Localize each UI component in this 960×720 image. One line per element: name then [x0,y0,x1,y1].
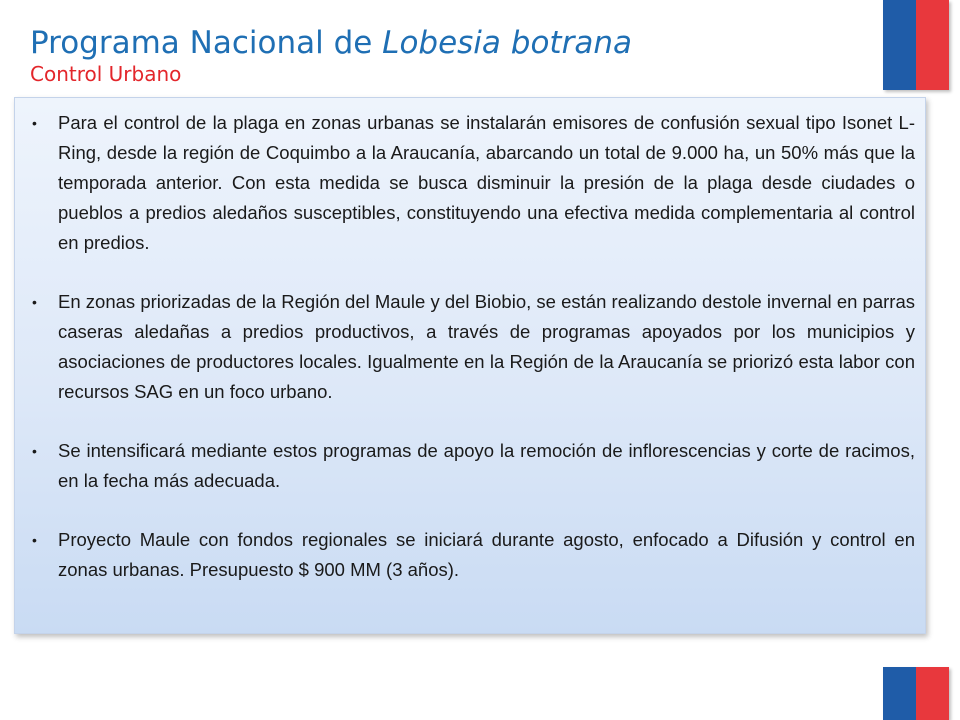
bullet-icon: • [32,115,37,131]
title-block [30,26,632,86]
bullet-item [32,525,915,585]
bullet-item [32,436,915,496]
slide-title-prefix: Programa Nacional de [30,25,383,61]
bullet-icon: • [32,532,37,548]
bullet-icon: • [32,443,37,459]
slide-title [30,26,632,60]
bullet-text: Proyecto Maule con fondos regionales se iniciará durante agosto, enfocado a Difusión y control en zonas urbanas. Presupuesto $ 900 MM (3 años). [58,529,915,580]
content-box [14,97,926,634]
bullet-item [32,108,915,258]
bullet-item [32,287,915,407]
flag-red-stripe [916,0,949,90]
bullet-text: Para el control de la plaga en zonas urbanas se instalarán emisores de confusión sexual tipo Isonet L-Ring, desde la región de Coquimbo a la Araucanía, abarcando un total de 9.000 ha, un 50% más que la temporada anterior. Con esta medida se busca disminuir la presión de la plaga desde ciudades o pueblos a predios aledaños susceptibles, constituyendo una efectiva medida complementaria al control en predios. [58,112,915,253]
slide-subtitle: Control Urbano [30,62,182,86]
bullet-icon: • [32,294,37,310]
bullet-text: Se intensificará mediante estos programas de apoyo la remoción de inflorescencias y corte de racimos, en la fecha más adecuada. [58,440,915,491]
slide-title-italic: Lobesia botrana [382,25,632,61]
flag-red-stripe [916,667,949,720]
bullet-list [15,98,925,585]
flag-blue-stripe [883,667,916,720]
bullet-text: En zonas priorizadas de la Región del Maule y del Biobio, se están realizando destole invernal en parras caseras aledañas a predios productivos, a través de programas apoyados por los municipios y asociaciones de productores locales. Igualmente en la Región de la Araucanía se priorizó esta labor con recursos SAG en un foco urbano. [58,291,915,402]
flag-blue-stripe [883,0,916,90]
flag-logo-bottom [883,667,949,720]
flag-logo-top [883,0,949,90]
